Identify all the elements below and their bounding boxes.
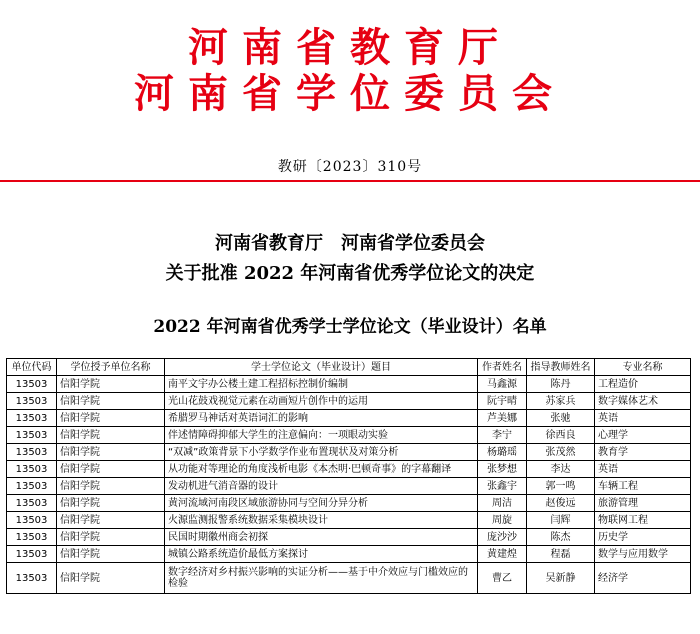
cell-advisor: 张茂然 xyxy=(527,444,595,461)
cell-major: 历史学 xyxy=(595,529,691,546)
header-institution: 学位授予单位名称 xyxy=(57,359,165,376)
table-row xyxy=(7,461,691,478)
header-unit-code: 单位代码 xyxy=(7,359,57,376)
cell-thesis-title: 火源监测报警系统数据采集模块设计 xyxy=(165,512,478,529)
cell-major: 数字媒体艺术 xyxy=(595,393,691,410)
cell-unit-code: 13503 xyxy=(7,376,57,393)
cell-major: 物联网工程 xyxy=(595,512,691,529)
cell-advisor: 李达 xyxy=(527,461,595,478)
header-advisor: 指导教师姓名 xyxy=(527,359,595,376)
cell-thesis-title: 光山花鼓戏视觉元素在动画短片创作中的运用 xyxy=(165,393,478,410)
cell-author: 阮宇晴 xyxy=(478,393,527,410)
cell-institution: 信阳学院 xyxy=(57,563,165,594)
cell-unit-code: 13503 xyxy=(7,393,57,410)
cell-author: 周洁 xyxy=(478,495,527,512)
issuer-header-education-department: 河南省教育厅 xyxy=(188,24,512,71)
cell-thesis-title: 民国时期徽州商会初探 xyxy=(165,529,478,546)
cell-institution: 信阳学院 xyxy=(57,546,165,563)
cell-author: 庞沙沙 xyxy=(478,529,527,546)
cell-major: 经济学 xyxy=(595,563,691,594)
cell-major: 心理学 xyxy=(595,427,691,444)
cell-advisor: 赵俊远 xyxy=(527,495,595,512)
cell-unit-code: 13503 xyxy=(7,478,57,495)
cell-major: 车辆工程 xyxy=(595,478,691,495)
cell-author: 曹乙 xyxy=(478,563,527,594)
table-row xyxy=(7,529,691,546)
header-author: 作者姓名 xyxy=(478,359,527,376)
table-header-row xyxy=(7,359,691,376)
cell-thesis-title: 南平文宇办公楼土建工程招标控制价编制 xyxy=(165,376,478,393)
cell-author: 张梦想 xyxy=(478,461,527,478)
cell-author: 张鑫宇 xyxy=(478,478,527,495)
cell-advisor: 徐西良 xyxy=(527,427,595,444)
cell-author: 杨璐瑶 xyxy=(478,444,527,461)
cell-institution: 信阳学院 xyxy=(57,410,165,427)
cell-thesis-title: 伴述情障碍抑郁大学生的注意偏向：一项眼动实验 xyxy=(165,427,478,444)
cell-advisor: 陈丹 xyxy=(527,376,595,393)
table-row xyxy=(7,563,691,594)
cell-thesis-title: 数字经济对乡村振兴影响的实证分析——基于中介效应与门槛效应的检验 xyxy=(165,563,478,594)
cell-unit-code: 13503 xyxy=(7,563,57,594)
table-row xyxy=(7,478,691,495)
cell-advisor: 郭一鸣 xyxy=(527,478,595,495)
cell-institution: 信阳学院 xyxy=(57,512,165,529)
cell-advisor: 吴新静 xyxy=(527,563,595,594)
cell-major: 教育学 xyxy=(595,444,691,461)
red-divider-line xyxy=(0,180,700,182)
cell-institution: 信阳学院 xyxy=(57,478,165,495)
table-row xyxy=(7,427,691,444)
header-major: 专业名称 xyxy=(595,359,691,376)
decision-title-issuers: 河南省教育厅 河南省学位委员会 xyxy=(215,233,485,254)
cell-unit-code: 13503 xyxy=(7,546,57,563)
table-row xyxy=(7,512,691,529)
issuer-header-degree-committee: 河南省学位委员会 xyxy=(134,70,566,117)
cell-unit-code: 13503 xyxy=(7,427,57,444)
header-thesis-title: 学士学位论文（毕业设计）题目 xyxy=(165,359,478,376)
table-row xyxy=(7,410,691,427)
cell-thesis-title: “双减”政策背景下小学数学作业布置现状及对策分析 xyxy=(165,444,478,461)
cell-major: 工程造价 xyxy=(595,376,691,393)
cell-author: 马鑫源 xyxy=(478,376,527,393)
table-row xyxy=(7,444,691,461)
cell-major: 英语 xyxy=(595,461,691,478)
cell-unit-code: 13503 xyxy=(7,495,57,512)
cell-unit-code: 13503 xyxy=(7,410,57,427)
cell-advisor: 闫辉 xyxy=(527,512,595,529)
cell-institution: 信阳学院 xyxy=(57,376,165,393)
table-row xyxy=(7,393,691,410)
cell-unit-code: 13503 xyxy=(7,461,57,478)
cell-advisor: 陈杰 xyxy=(527,529,595,546)
table-row xyxy=(7,495,691,512)
cell-institution: 信阳学院 xyxy=(57,427,165,444)
cell-thesis-title: 黄河流域河南段区域旅游协同与空间分异分析 xyxy=(165,495,478,512)
cell-advisor: 张驰 xyxy=(527,410,595,427)
cell-unit-code: 13503 xyxy=(7,444,57,461)
table-row xyxy=(7,546,691,563)
list-title: 2022 年河南省优秀学士学位论文（毕业设计）名单 xyxy=(153,317,547,337)
cell-institution: 信阳学院 xyxy=(57,529,165,546)
cell-institution: 信阳学院 xyxy=(57,461,165,478)
cell-advisor: 程磊 xyxy=(527,546,595,563)
cell-institution: 信阳学院 xyxy=(57,444,165,461)
cell-institution: 信阳学院 xyxy=(57,495,165,512)
table-row xyxy=(7,376,691,393)
cell-major: 英语 xyxy=(595,410,691,427)
cell-author: 周旋 xyxy=(478,512,527,529)
cell-thesis-title: 城镇公路系统造价最低方案探讨 xyxy=(165,546,478,563)
cell-major: 旅游管理 xyxy=(595,495,691,512)
decision-title: 关于批准 2022 年河南省优秀学位论文的决定 xyxy=(165,263,535,284)
cell-author: 李宁 xyxy=(478,427,527,444)
cell-author: 芦美娜 xyxy=(478,410,527,427)
cell-thesis-title: 从功能对等理论的角度浅析电影《本杰明·巴顿奇事》的字幕翻译 xyxy=(165,461,478,478)
cell-institution: 信阳学院 xyxy=(57,393,165,410)
document-number: 教研〔2023〕310号 xyxy=(277,159,423,175)
award-list-table xyxy=(6,358,691,594)
cell-thesis-title: 希腊罗马神话对英语词汇的影响 xyxy=(165,410,478,427)
cell-author: 黄建煌 xyxy=(478,546,527,563)
cell-unit-code: 13503 xyxy=(7,512,57,529)
cell-thesis-title: 发动机进气消音器的设计 xyxy=(165,478,478,495)
cell-advisor: 苏家兵 xyxy=(527,393,595,410)
cell-major: 数学与应用数学 xyxy=(595,546,691,563)
cell-unit-code: 13503 xyxy=(7,529,57,546)
